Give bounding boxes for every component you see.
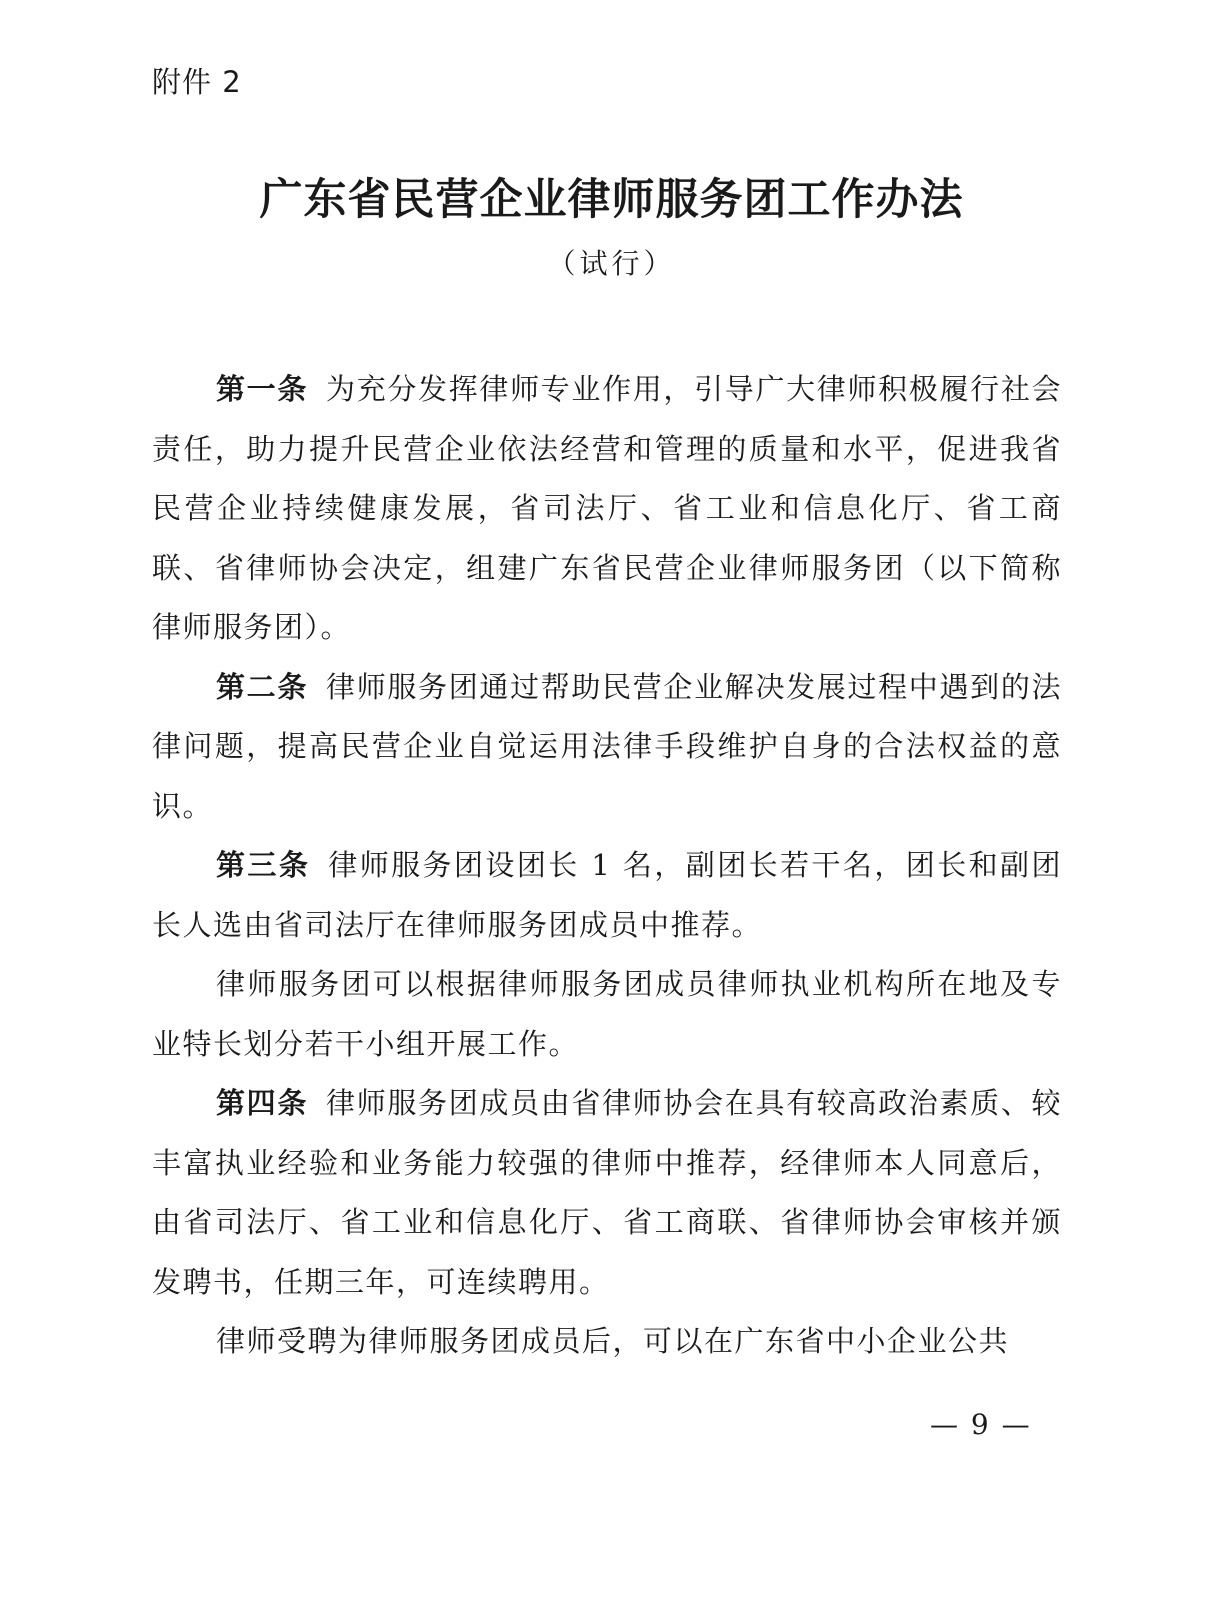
article-text: 律师服务团设团长 1 名，副团长若干名，团长和副团长人选由省司法厅在律师服务团成员中推荐。 bbox=[152, 848, 1062, 942]
document-subtitle: （试行） bbox=[547, 247, 676, 280]
article-text: 律师受聘为律师服务团成员后，可以在广东省中小企业公共 bbox=[216, 1324, 1010, 1358]
article-label: 第二条 bbox=[216, 669, 309, 704]
page-number: — 9 — bbox=[930, 1408, 1032, 1441]
article-text: 律师服务团通过帮助民营企业解决发展过程中遇到的法律问题，提高民营企业自觉运用法律手段维护自身的合法权益的意识。 bbox=[152, 669, 1062, 823]
attachment-label: 附件 2 bbox=[152, 65, 242, 99]
article-paragraph bbox=[152, 836, 1062, 955]
article-text: 为充分发挥律师专业作用，引导广大律师积极履行社会责任，助力提升民营企业依法经营和管理的质量和水平，促进我省民营企业持续健康发展，省司法厅、省工业和信息化厅、省工商联、省律师协会决定，组建广东省民营企业律师服务团（以下简称律师服务团）。 bbox=[152, 372, 1062, 644]
article-paragraph bbox=[152, 1312, 1062, 1372]
article-label: 第四条 bbox=[216, 1086, 309, 1120]
article-label: 第三条 bbox=[216, 848, 311, 882]
article-paragraph bbox=[152, 955, 1062, 1074]
document-title: 广东省民营企业律师服务团工作办法 bbox=[259, 175, 964, 225]
article-paragraph bbox=[152, 658, 1062, 837]
article-paragraph bbox=[152, 360, 1062, 658]
article-text: 律师服务团成员由省律师协会在具有较高政治素质、较丰富执业经验和业务能力较强的律师中推荐，经律师本人同意后，由省司法厅、省工业和信息化厅、省工商联、省律师协会审核并颁发聘书，任期三年，可连续聘用。 bbox=[152, 1086, 1062, 1299]
article-paragraph bbox=[152, 1074, 1062, 1312]
article-label: 第一条 bbox=[216, 372, 309, 406]
document-body bbox=[152, 360, 1062, 1372]
article-text: 律师服务团可以根据律师服务团成员律师执业机构所在地及专业特长划分若干小组开展工作。 bbox=[152, 967, 1062, 1061]
